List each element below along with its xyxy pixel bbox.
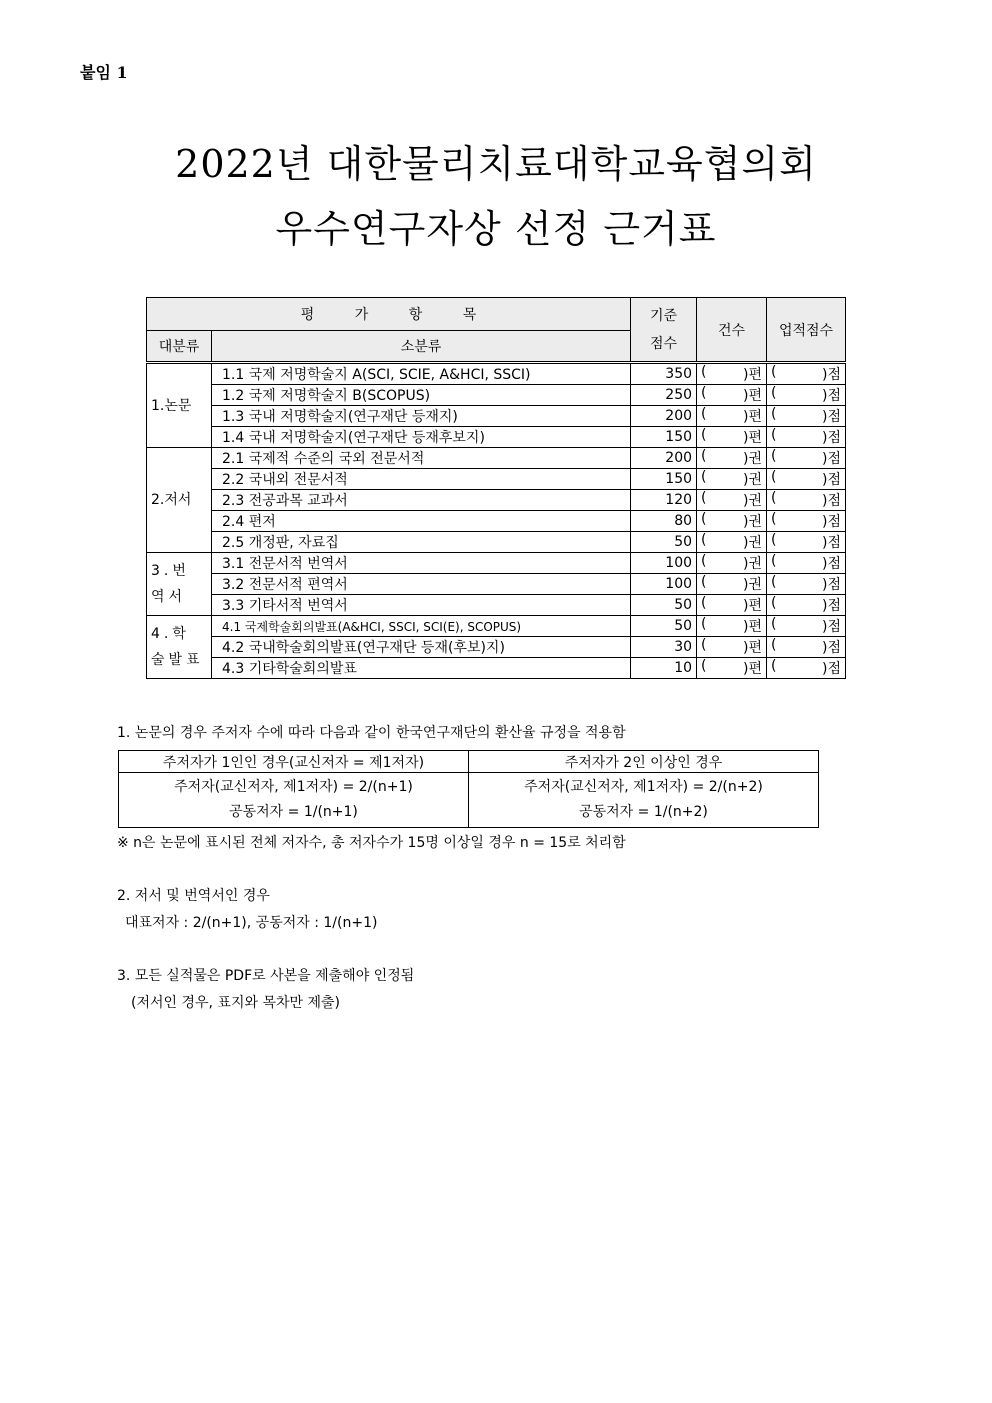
conv-col1-header: 주저자가 1인인 경우(교신저자 = 제1저자) [119, 751, 469, 773]
count-unit: )편 [743, 367, 763, 383]
score-cell[interactable] [767, 595, 846, 616]
count-unit: )권 [743, 472, 763, 488]
count-unit: )편 [743, 388, 763, 404]
count-open-paren: ( [701, 448, 707, 464]
count-cell[interactable] [697, 553, 767, 574]
count-cell[interactable] [697, 574, 767, 595]
document-title-line2: 우수연구자상 선정 근거표 [275, 207, 717, 251]
score-open-paren: ( [771, 448, 777, 464]
count-cell[interactable] [697, 406, 767, 427]
note-1: 1. 논문의 경우 주저자 수에 따라 다음과 같이 한국연구재단의 환산율 규정을 적용함 [117, 725, 626, 741]
count-open-paren: ( [701, 364, 707, 380]
count-open-paren: ( [701, 532, 707, 548]
score-cell[interactable] [767, 469, 846, 490]
table-row [147, 427, 846, 448]
score-open-paren: ( [771, 385, 777, 401]
score-open-paren: ( [771, 427, 777, 443]
score-unit: )점 [822, 661, 842, 677]
conv-col2-header: 주저자가 2인 이상인 경우 [469, 751, 819, 773]
document-title-line1: 2022년 대한물리치료대학교육협의회 [175, 142, 817, 186]
base-points-header: 기준 점수 [631, 298, 697, 363]
count-header: 건수 [697, 298, 767, 363]
table-row [147, 616, 846, 637]
count-cell[interactable] [697, 363, 767, 385]
count-cell[interactable] [697, 658, 767, 679]
minor-category-cell: 4.2 국내학술회의발표(연구재단 등재(후보)지) [212, 637, 631, 658]
base-points-cell: 150 [631, 469, 697, 490]
score-cell[interactable] [767, 574, 846, 595]
minor-category-header: 소분류 [212, 331, 631, 363]
base-points-cell: 80 [631, 511, 697, 532]
count-unit: )권 [743, 451, 763, 467]
note-2-body: 대표저자 : 2/(n+1), 공동저자 : 1/(n+1) [125, 915, 378, 931]
score-open-paren: ( [771, 574, 777, 590]
score-open-paren: ( [771, 511, 777, 527]
count-open-paren: ( [701, 385, 707, 401]
score-open-paren: ( [771, 658, 777, 674]
count-unit: )편 [743, 430, 763, 446]
score-unit: )점 [822, 619, 842, 635]
note-3-body: (저서인 경우, 표지와 목차만 제출) [131, 995, 340, 1011]
base-points-cell: 120 [631, 490, 697, 511]
score-cell[interactable] [767, 532, 846, 553]
table-row [147, 385, 846, 406]
score-open-paren: ( [771, 364, 777, 380]
conversion-table [118, 750, 819, 828]
base-points-cell: 50 [631, 595, 697, 616]
count-unit: )권 [743, 535, 763, 551]
score-cell[interactable] [767, 637, 846, 658]
score-cell[interactable] [767, 448, 846, 469]
score-open-paren: ( [771, 553, 777, 569]
base-points-cell: 100 [631, 553, 697, 574]
major-category-cell: 3.번역서 [147, 553, 212, 616]
base-points-cell: 30 [631, 637, 697, 658]
score-unit: )점 [822, 409, 842, 425]
count-unit: )권 [743, 514, 763, 530]
score-unit: )점 [822, 598, 842, 614]
minor-category-cell: 3.3 기타서적 번역서 [212, 595, 631, 616]
score-cell[interactable] [767, 616, 846, 637]
note-2-title: 2. 저서 및 번역서인 경우 [117, 888, 270, 904]
score-cell[interactable] [767, 385, 846, 406]
score-unit: )점 [822, 367, 842, 383]
score-unit: )점 [822, 451, 842, 467]
score-unit: )점 [822, 472, 842, 488]
count-cell[interactable] [697, 385, 767, 406]
score-cell[interactable] [767, 658, 846, 679]
minor-category-cell: 1.2 국제 저명학술지 B(SCOPUS) [212, 385, 631, 406]
count-cell[interactable] [697, 637, 767, 658]
count-cell[interactable] [697, 511, 767, 532]
count-cell[interactable] [697, 427, 767, 448]
count-unit: )편 [743, 661, 763, 677]
remark-note: ※ n은 논문에 표시된 전체 저자수, 총 저자수가 15명 이상일 경우 n = 15로 처리함 [117, 835, 626, 851]
score-unit: )점 [822, 640, 842, 656]
score-cell[interactable] [767, 490, 846, 511]
minor-category-cell: 2.2 국내외 전문서적 [212, 469, 631, 490]
count-open-paren: ( [701, 658, 707, 674]
count-cell[interactable] [697, 616, 767, 637]
score-open-paren: ( [771, 469, 777, 485]
major-category-cell: 2.저서 [147, 448, 212, 553]
count-unit: )권 [743, 577, 763, 593]
table-row [147, 658, 846, 679]
conv-col2-body: 주저자(교신저자, 제1저자) = 2/(n+2) 공동저자 = 1/(n+2) [469, 773, 819, 828]
table-row [147, 363, 846, 385]
attachment-label: 붙임 1 [80, 63, 128, 82]
score-open-paren: ( [771, 637, 777, 653]
score-unit: )점 [822, 556, 842, 572]
major-category-cell: 4.학술발표 [147, 616, 212, 679]
count-open-paren: ( [701, 469, 707, 485]
count-open-paren: ( [701, 616, 707, 632]
count-open-paren: ( [701, 490, 707, 506]
major-category-cell: 1.논문 [147, 363, 212, 448]
minor-category-cell: 3.2 전문서적 편역서 [212, 574, 631, 595]
base-points-cell: 350 [631, 363, 697, 385]
minor-category-cell: 1.4 국내 저명학술지(연구재단 등재후보지) [212, 427, 631, 448]
note-3-title: 3. 모든 실적물은 PDF로 사본을 제출해야 인정됨 [117, 968, 415, 984]
table-row [147, 595, 846, 616]
base-points-cell: 100 [631, 574, 697, 595]
table-row [147, 469, 846, 490]
minor-category-cell: 1.1 국제 저명학술지 A(SCI, SCIE, A&HCI, SSCI) [212, 363, 631, 385]
base-points-cell: 250 [631, 385, 697, 406]
minor-category-cell: 2.5 개정판, 자료집 [212, 532, 631, 553]
score-cell[interactable] [767, 363, 846, 385]
count-unit: )편 [743, 409, 763, 425]
minor-category-cell: 4.1 국제학술회의발표(A&HCI, SSCI, SCI(E), SCOPUS) [212, 616, 631, 637]
score-open-paren: ( [771, 595, 777, 611]
table-row [147, 637, 846, 658]
count-cell[interactable] [697, 532, 767, 553]
table-row [147, 406, 846, 427]
count-open-paren: ( [701, 637, 707, 653]
table-row [147, 574, 846, 595]
count-open-paren: ( [701, 595, 707, 611]
score-unit: )점 [822, 430, 842, 446]
conv-col1-body: 주저자(교신저자, 제1저자) = 2/(n+1) 공동저자 = 1/(n+1) [119, 773, 469, 828]
score-unit: )점 [822, 493, 842, 509]
table-row [147, 511, 846, 532]
minor-category-cell: 3.1 전문서적 번역서 [212, 553, 631, 574]
score-open-paren: ( [771, 616, 777, 632]
base-points-cell: 200 [631, 406, 697, 427]
score-unit: )점 [822, 514, 842, 530]
count-open-paren: ( [701, 427, 707, 443]
count-cell[interactable] [697, 469, 767, 490]
base-points-cell: 50 [631, 616, 697, 637]
count-cell[interactable] [697, 448, 767, 469]
base-points-cell: 50 [631, 532, 697, 553]
score-open-paren: ( [771, 532, 777, 548]
score-header: 업적점수 [767, 298, 846, 363]
count-open-paren: ( [701, 406, 707, 422]
minor-category-cell: 1.3 국내 저명학술지(연구재단 등재지) [212, 406, 631, 427]
count-unit: )권 [743, 493, 763, 509]
count-unit: )편 [743, 619, 763, 635]
evaluation-table [146, 297, 846, 679]
base-points-cell: 10 [631, 658, 697, 679]
score-cell[interactable] [767, 511, 846, 532]
minor-category-cell: 2.3 전공과목 교과서 [212, 490, 631, 511]
eval-item-header: 평 가 항 목 [147, 298, 631, 331]
count-open-paren: ( [701, 553, 707, 569]
score-unit: )점 [822, 535, 842, 551]
table-row [147, 553, 846, 574]
count-unit: )편 [743, 640, 763, 656]
score-unit: )점 [822, 577, 842, 593]
table-row [147, 490, 846, 511]
count-cell[interactable] [697, 490, 767, 511]
base-points-cell: 150 [631, 427, 697, 448]
major-category-header: 대분류 [147, 331, 212, 363]
score-cell[interactable] [767, 406, 846, 427]
minor-category-cell: 2.1 국제적 수준의 국외 전문서적 [212, 448, 631, 469]
table-row [147, 532, 846, 553]
count-cell[interactable] [697, 595, 767, 616]
count-open-paren: ( [701, 511, 707, 527]
count-unit: )권 [743, 556, 763, 572]
score-cell[interactable] [767, 427, 846, 448]
score-cell[interactable] [767, 553, 846, 574]
minor-category-cell: 4.3 기타학술회의발표 [212, 658, 631, 679]
count-unit: )편 [743, 598, 763, 614]
score-open-paren: ( [771, 406, 777, 422]
table-row [147, 448, 846, 469]
base-points-cell: 200 [631, 448, 697, 469]
score-unit: )점 [822, 388, 842, 404]
score-open-paren: ( [771, 490, 777, 506]
count-open-paren: ( [701, 574, 707, 590]
minor-category-cell: 2.4 편저 [212, 511, 631, 532]
